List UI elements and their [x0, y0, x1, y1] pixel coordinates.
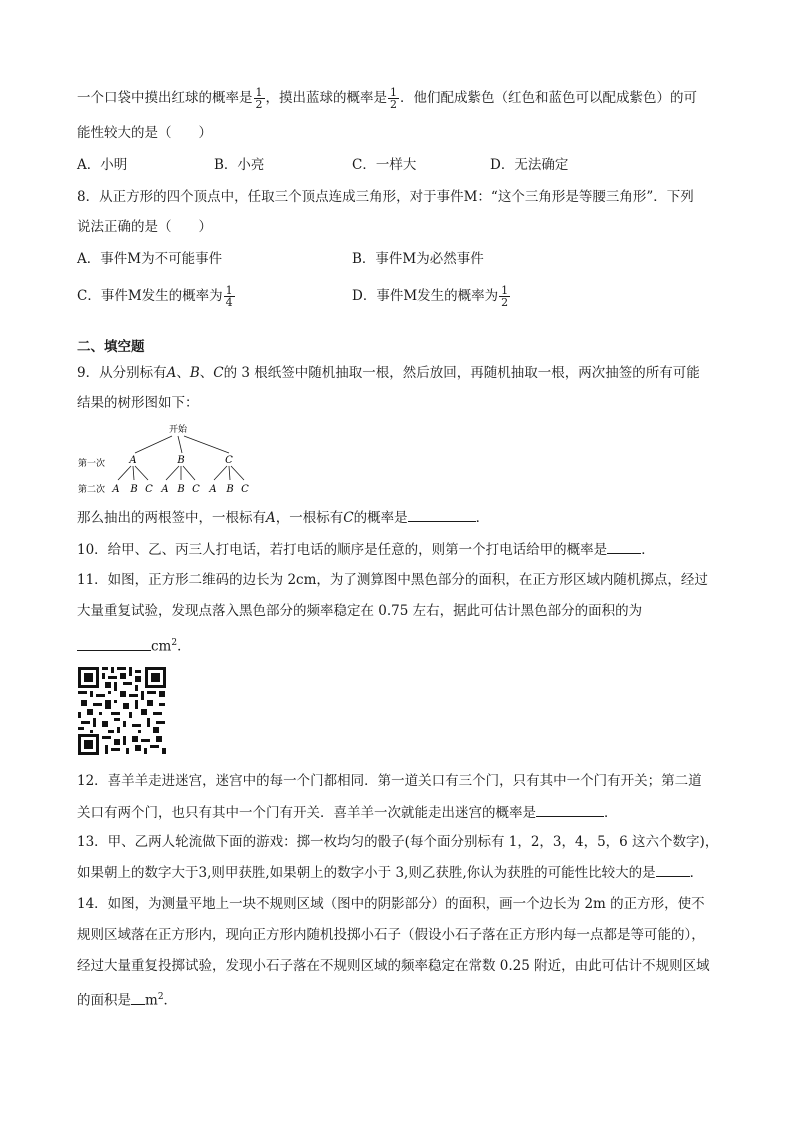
q7-option-a: A．小明 [77, 157, 128, 173]
q8-option-c-text: C．事件M发生的概率为 [77, 288, 223, 304]
q7-line1 [77, 87, 697, 110]
tree-diagram [72, 420, 252, 498]
q7-text-b: ，摸出蓝球的概率是 [265, 90, 387, 106]
q8-line2: 说法正确的是（ ） [77, 219, 212, 235]
tree-level2-node: B [226, 484, 234, 495]
answer-blank[interactable] [77, 636, 151, 651]
period: ． [177, 638, 191, 655]
q11-line3 [77, 633, 191, 657]
tree-level2-node: A [161, 484, 169, 495]
q9-line3 [77, 507, 489, 528]
q12-line2 [77, 802, 618, 823]
unit-superscript: 2 [171, 638, 178, 648]
q8-option-d [352, 285, 511, 308]
q7-text-a: 一个口袋中摸出红球的概率是 [77, 90, 253, 106]
q8-option-d-text: D．事件M发生的概率为 [352, 288, 499, 304]
q14-text: 的面积是 [77, 992, 131, 1009]
frac-den: 2 [255, 98, 263, 111]
q8-option-b: B．事件M为必然事件 [352, 251, 484, 267]
q7-line2: 能性较大的是（ ） [77, 125, 212, 141]
tree-level2-node: A [209, 484, 217, 495]
q7-option-b: B．小亮 [214, 157, 265, 173]
fraction [499, 285, 510, 308]
label-a: A [266, 510, 276, 526]
period: ． [604, 805, 618, 821]
q13-line2 [77, 862, 703, 883]
tree-level1-c: C [225, 455, 233, 466]
separator: 、 [199, 365, 214, 381]
section-heading: 二、填空题 [77, 339, 145, 355]
q11-line1: 11．如图，正方形二维码的边长为 2cm，为了测算图中黑色部分的面积，在正方形区域内随机掷点，经过 [77, 572, 708, 588]
separator: 、 [176, 365, 190, 381]
q8-option-c [77, 285, 236, 308]
tree-level2-node: B [130, 484, 138, 495]
label-c: C [343, 510, 354, 526]
unit: cm [151, 638, 172, 655]
answer-blank[interactable] [536, 802, 604, 817]
frac-den: 4 [225, 296, 233, 309]
q9-line2: 结果的树形图如下： [77, 395, 199, 411]
answer-blank[interactable] [607, 539, 641, 554]
q7-option-d: D．无法确定 [490, 157, 569, 173]
q7-option-c: C．一样大 [352, 157, 417, 173]
q13-line1: 13．甲、乙两人轮流做下面的游戏：掷一枚均匀的骰子(每个面分别标有 1，2，3，4，5，6 这六个数字)， [77, 834, 719, 850]
q9-text: 那么抽出的两根签中，一根标有 [77, 510, 266, 526]
fraction [388, 87, 399, 110]
tree-level1-b: B [177, 455, 185, 466]
q8-option-a: A．事件M为不可能事件 [77, 251, 223, 267]
answer-blank[interactable] [656, 862, 690, 877]
frac-den: 2 [390, 98, 397, 111]
q14-line1: 14．如图，为测量平地上一块不规则区域（图中的阴影部分）的面积，画一个边长为 2m 的正方形，使不 [77, 896, 705, 912]
frac-num: 1 [390, 86, 397, 99]
q14-line2: 规则区域落在正方形内，现向正方形内随机投掷小石子（假设小石子落在正方形内每一点都是等可能的）， [77, 927, 705, 943]
answer-blank[interactable] [408, 507, 476, 522]
frac-num: 1 [225, 284, 233, 297]
period: ． [689, 865, 704, 881]
tree-root: 开始 [168, 425, 188, 435]
period: ． [475, 510, 490, 526]
fraction [224, 285, 235, 308]
q11-line2: 大量重复试验，发现点落入黑色部分的频率稳定在 0.75 左右，据此可估计黑色部分的面积的为 [77, 603, 643, 619]
tree-level1-a: A [129, 455, 137, 466]
tree-level2-node: A [112, 484, 120, 495]
tree-level2-node: C [192, 484, 200, 495]
q9-text: ，一根标有 [275, 510, 344, 526]
tree-level2-node: B [177, 484, 185, 495]
q9-text: 的 3 根纸签中随机抽取一根，然后放回，再随机抽取一根，两次抽签的所有可能 [223, 365, 700, 381]
q12-text: 关口有两个门，也只有其中一个门有开关．喜羊羊一次就能走出迷宫的概率是 [77, 805, 536, 821]
q9-line1 [77, 363, 700, 383]
frac-num: 1 [501, 284, 509, 297]
unit: m [145, 992, 158, 1009]
period: ． [641, 542, 655, 558]
tree-level2-node: C [145, 484, 153, 495]
label-b: B [189, 365, 200, 381]
q7-text-c: ．他们配成紫色（红色和蓝色可以配成紫色）的可 [400, 90, 697, 106]
q9-text: 的概率是 [353, 510, 408, 526]
q12-line1: 12．喜羊羊走进迷宫，迷宫中的每一个门都相同．第一道关口有三个门，只有其中一个门有开关；第二道 [77, 773, 702, 789]
qr-code-image [77, 666, 167, 756]
q13-text: 如果朝上的数字大于3,则甲获胜,如果朝上的数字小于 3,则乙获胜,你认为获胜的可能性比较大的是 [77, 865, 656, 881]
period: ． [163, 992, 178, 1009]
tree-row1-label: 第一次 [78, 459, 106, 469]
frac-num: 1 [255, 86, 263, 99]
label-c: C [213, 365, 224, 381]
tree-level2-node: C [241, 484, 249, 495]
q8-line1: 8．从正方形的四个顶点中，任取三个顶点连成三角形，对于事件M：“这个三角形是等腰三角形”．下列 [77, 189, 694, 205]
tree-row2-label: 第二次 [78, 485, 106, 495]
q9-text: 9．从分别标有 [77, 365, 167, 381]
fraction [254, 87, 265, 110]
frac-den: 2 [501, 296, 509, 309]
answer-blank[interactable] [131, 990, 145, 1005]
label-a: A [166, 365, 177, 381]
unit-superscript: 2 [157, 992, 164, 1002]
q10-line [77, 539, 655, 560]
q14-line4 [77, 987, 177, 1011]
q10-text: 10．给甲、乙、丙三人打电话，若打电话的顺序是任意的，则第一个打电话给甲的概率是 [77, 542, 608, 558]
q14-line3: 经过大量重复投掷试验，发现小石子落在不规则区域的频率稳定在常数 0.25 附近，由此可估计不规则区域 [77, 958, 710, 974]
